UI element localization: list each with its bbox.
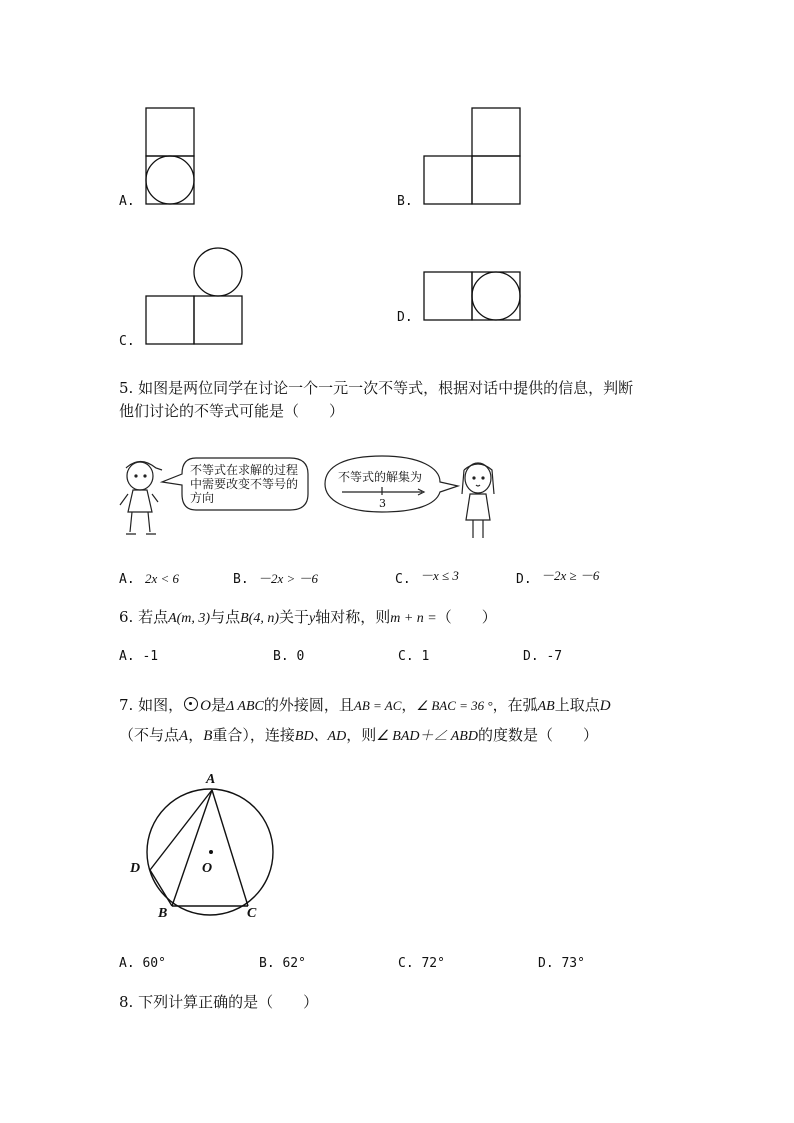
q7-option-b: B. 62° [259,956,306,971]
q6-point-b: B(4, n) [240,611,279,626]
q7-option-a: A. 60° [119,956,166,971]
q7-option-d: D. 73° [538,956,585,971]
q7-line2-start: （不与点 [119,726,180,744]
number-line-value: 3 [379,497,386,510]
q5-option-b-label: B. [233,572,249,587]
label-a: A [206,772,216,787]
center-point [209,850,213,854]
q7-triangle: Δ ABC [225,699,264,714]
option-c-label: C. [119,334,135,349]
option-b-label: B. [397,194,413,209]
label-d: D [130,861,141,876]
q6-prefix: 6. 若点 [119,608,169,626]
label-o: O [202,861,213,876]
segment-ac [212,790,248,906]
label-c: C [247,906,257,921]
q7-circle-name: O [200,698,211,714]
q5-text-line1: 5. 如图是两位同学在讨论一个一元一次不等式，根据对话中提供的信息，判断 [119,379,634,397]
q7-mid3: ，在弧 [492,696,538,714]
q6-point-a: A(m, 3) [168,611,211,626]
q7-option-c: C. 72° [398,956,445,971]
q6-mid2: 关于 [279,608,310,626]
q7-cond1: AB = AC [353,698,402,713]
q6-option-a: A. -1 [119,649,159,664]
q6-option-d: D. -7 [523,649,563,664]
q6-option-c: C. 1 [398,649,430,664]
left-bubble-line1: 不等式在求解的过程 [190,463,299,477]
left-bubble-line2: 中需要改变不等号的 [190,477,299,491]
q7-mid2: 的外接圆，且 [263,696,354,714]
q7-pb: B [203,728,213,744]
right-bubble-text: 不等式的解集为 [338,470,423,484]
q7-point: D [599,698,611,714]
q5-option-a-label: A. [119,572,135,587]
segment-bd [150,870,172,906]
q7-segments: BD、AD [294,729,347,744]
q8-text: 8. 下列计算正确的是（ ） [119,993,319,1011]
q6-option-b: B. 0 [273,649,305,664]
q6-axis: y [309,611,316,626]
q7-line2-mid: 重合），连接 [212,726,295,744]
q7-sep: ， [401,696,417,714]
q5-text-line2: 他们讨论的不等式可能是（ ） [119,402,345,420]
q7-line2-mid2: ，则 [346,726,377,744]
q7-cond2: ∠ BAC = 36 ° [416,698,493,713]
option-d-label: D. [397,310,413,325]
left-bubble-line3: 方向 [190,491,215,505]
q6-tail: （ ） [436,608,497,626]
q7-pa: A [179,728,189,744]
q7-comma: ， [188,726,204,744]
q5-option-c-label: C. [395,572,411,587]
q7-arc: AB [537,699,555,714]
q6-expr: m + n = [390,611,437,626]
segment-ad [150,790,212,870]
q5-option-d-expr: －2x ≥ －6 [541,568,600,583]
q5-option-d-label: D. [516,572,532,587]
q6-mid1: 与点 [210,608,241,626]
q7-mid4: 上取点 [554,696,600,714]
q5-option-b-expr: －2x > －6 [258,571,319,586]
q6-mid3: 轴对称，则 [315,608,391,626]
q7-line2-end: 的度数是（ ） [477,726,598,744]
q5-option-c-expr: －x ≤ 3 [420,568,459,583]
label-b: B [158,906,168,921]
segment-ab [172,790,212,906]
q7-angles: ∠ BAD＋∠ ABD [376,729,478,744]
q5-option-a-expr: 2x < 6 [145,571,180,586]
q7-mid1: 是 [210,696,226,714]
q7-prefix: 7. 如图， [119,696,184,714]
option-a-label: A. [119,194,135,209]
